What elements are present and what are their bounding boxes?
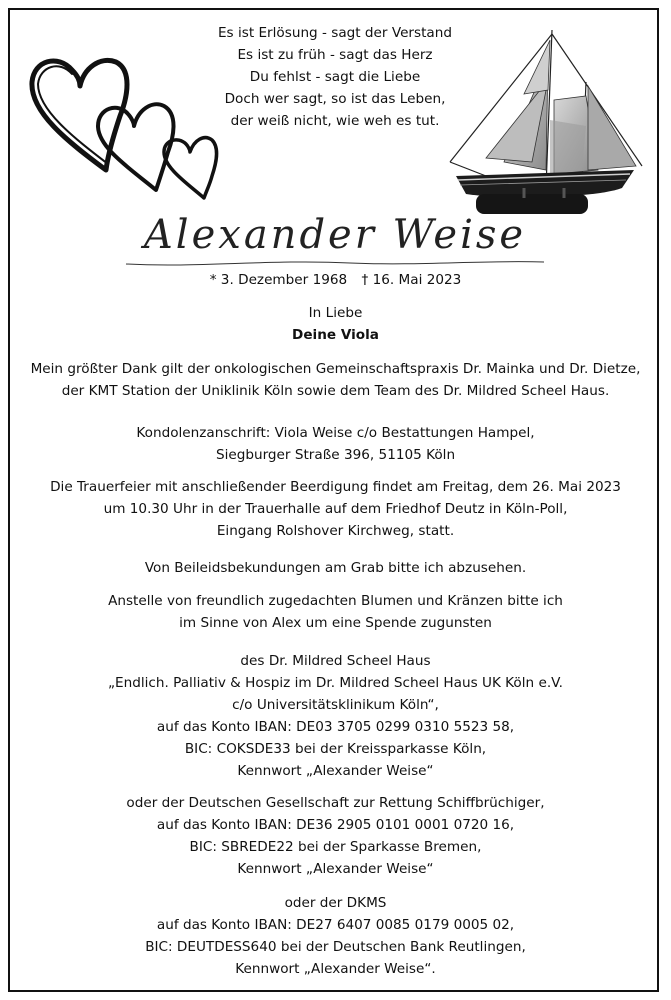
poem-line: Es ist Erlösung - sagt der Verstand — [217, 25, 453, 41]
donation-line: auf das Konto IBAN: DE03 3705 0299 0310 5523 58, — [156, 719, 515, 735]
signature-intro: In Liebe — [308, 305, 363, 321]
condolence-address — [20, 422, 651, 466]
donation-option-1 — [20, 650, 651, 782]
birth-date: * 3. Dezember 1968 — [209, 272, 348, 288]
life-dates — [0, 272, 671, 288]
thanks — [20, 358, 651, 402]
donation-option-3 — [20, 892, 651, 980]
grave-note-line: Von Beileidsbekundungen am Grab bitte ich abzusehen. — [144, 560, 527, 576]
donation-line: BIC: COKSDE33 bei der Kreissparkasse Köln, — [184, 741, 487, 757]
donation-line: Kennwort „Alexander Weise“ — [237, 861, 434, 877]
donation-intro — [20, 590, 651, 634]
grave-note — [20, 557, 651, 579]
donation-line: Kennwort „Alexander Weise“ — [237, 763, 434, 779]
thanks-line: der KMT Station der Uniklinik Köln sowie dem Team des Dr. Mildred Scheel Haus. — [61, 383, 610, 399]
condolence-line: Kondolenzanschrift: Viola Weise c/o Bestattungen Hampel, — [136, 425, 535, 441]
poem-line: der weiß nicht, wie weh es tut. — [230, 113, 440, 129]
donation-line: BIC: SBREDE22 bei der Sparkasse Bremen, — [189, 839, 482, 855]
condolence-line: Siegburger Straße 396, 51105 Köln — [215, 447, 456, 463]
donation-line: auf das Konto IBAN: DE36 2905 0101 0001 0720 16, — [156, 817, 515, 833]
sailing-ship-icon — [446, 30, 646, 216]
donation-line: BIC: DEUTDESS640 bei der Deutschen Bank Reutlingen, — [145, 939, 526, 955]
donation-line: auf das Konto IBAN: DE27 6407 0085 0179 0005 02, — [156, 917, 515, 933]
signature-name: Deine Viola — [292, 327, 379, 343]
donation-line: Kennwort „Alexander Weise“. — [235, 961, 436, 977]
poem-line: Doch wer sagt, so ist das Leben, — [224, 91, 446, 107]
death-date: † 16. Mai 2023 — [361, 272, 462, 288]
donation-line: oder der Deutschen Gesellschaft zur Rettung Schiffbrüchiger, — [126, 795, 545, 811]
funeral-line: Die Trauerfeier mit anschließender Beerdigung findet am Freitag, dem 26. Mai 2023 — [50, 479, 621, 495]
donation-line: c/o Universitätsklinikum Köln“, — [232, 697, 439, 713]
donation-line: des Dr. Mildred Scheel Haus — [240, 653, 431, 669]
donation-line: „Endlich. Palliativ & Hospiz im Dr. Mildred Scheel Haus UK Köln e.V. — [107, 675, 564, 691]
signature — [20, 302, 651, 346]
funeral-line: um 10.30 Uhr in der Trauerhalle auf dem Friedhof Deutz in Köln-Poll, — [103, 501, 568, 517]
donation-line: oder der DKMS — [284, 895, 387, 911]
funeral-info — [20, 476, 651, 542]
funeral-line: Eingang Rolshover Kirchweg, statt. — [216, 523, 455, 539]
donation-option-2 — [20, 792, 651, 880]
donation-intro-line: im Sinne von Alex um eine Spende zugunsten — [179, 615, 492, 631]
poem-line: Es ist zu früh - sagt das Herz — [237, 47, 433, 63]
poem-line: Du fehlst - sagt die Liebe — [249, 69, 421, 85]
thanks-line: Mein größter Dank gilt der onkologischen Gemeinschaftspraxis Dr. Mainka und Dr. Dietze, — [30, 361, 641, 377]
name-flourish — [120, 256, 550, 270]
deceased-name: Alexander Weise — [143, 212, 527, 258]
donation-intro-line: Anstelle von freundlich zugedachten Blumen und Kränzen bitte ich — [108, 593, 563, 609]
